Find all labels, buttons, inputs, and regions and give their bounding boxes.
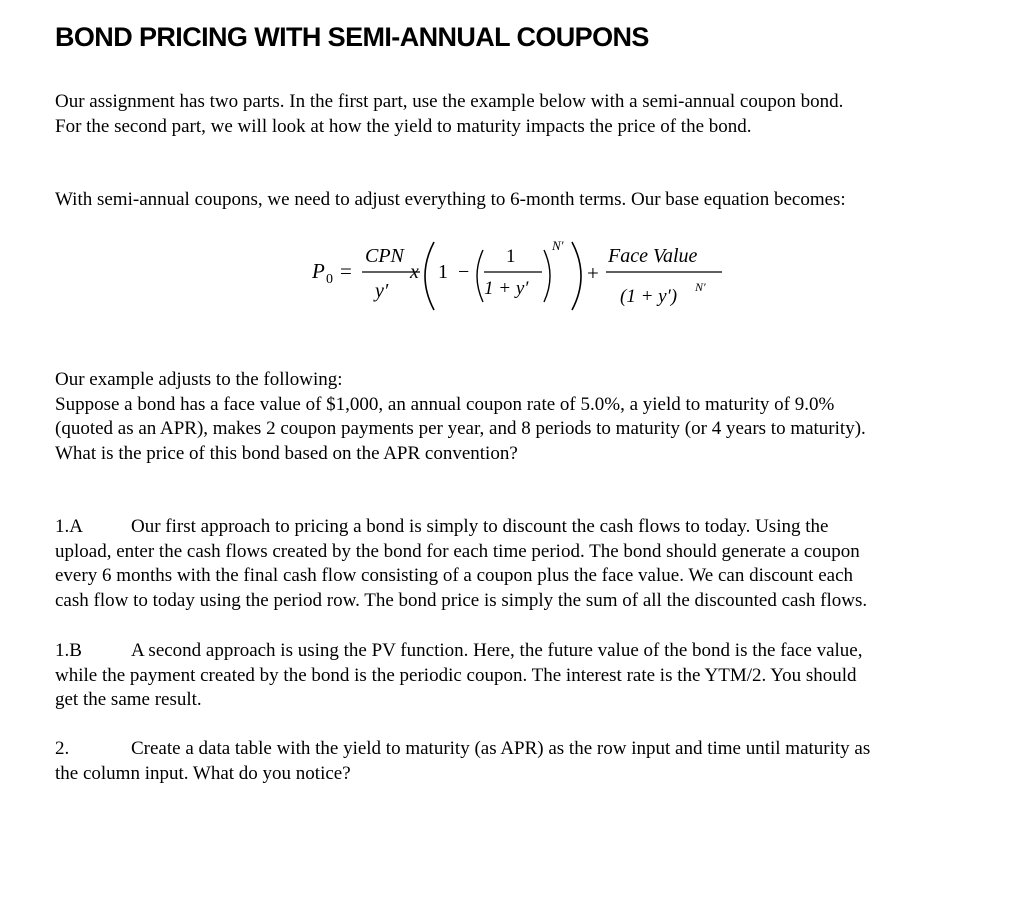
example-line: What is the price of this bond based on the APR convention?	[55, 442, 518, 464]
eq-equals: =	[340, 259, 352, 283]
example-line: Suppose a bond has a face value of $1,000, an annual coupon rate of 5.0%, a yield to maturity of 9.0%	[55, 393, 835, 415]
eq-cpn: CPN	[365, 245, 404, 267]
part-1a-label: 1.A	[55, 516, 83, 537]
eq-y-prime: y′	[375, 280, 389, 302]
intro-line: Our assignment has two parts. In the first part, use the example below with a semi-annual coupon bond.	[55, 91, 844, 112]
eq-times: x	[410, 261, 419, 283]
semi-annual-line: With semi-annual coupons, we need to adjust everything to 6-month terms. Our base equation becomes:	[55, 189, 846, 210]
part-1a-line: cash flow to today using the period row. The bond price is simply the sum of all the discounted cash flows.	[55, 589, 868, 611]
part-1b-paragraph	[55, 639, 985, 713]
part-1a-line: Our first approach to pricing a bond is simply to discount the cash flows to today. Using the	[131, 516, 829, 537]
page-title: BOND PRICING WITH SEMI-ANNUAL COUPONS	[55, 22, 649, 52]
part-1a-line: upload, enter the cash flows created by the bond for each time period. The bond should generate a coupon	[55, 540, 860, 562]
example-line: (quoted as an APR), makes 2 coupon payments per year, and 8 periods to maturity (or 4 years to maturity).	[55, 418, 866, 439]
eq-outer-left-paren	[425, 242, 434, 310]
eq-outer-right-paren	[572, 242, 581, 310]
part-2-paragraph	[55, 737, 985, 786]
eq-inner-left-paren	[477, 250, 483, 302]
part-2-first-line	[55, 737, 985, 762]
part-1a-line: every 6 months with the final cash flow consisting of a coupon plus the face value. We can discount each	[55, 565, 853, 586]
part-1a-first-line	[55, 515, 985, 540]
part-1b-line: get the same result.	[55, 689, 202, 710]
part-1b-line: A second approach is using the PV function. Here, the future value of the bond is the face value,	[131, 640, 863, 661]
eq-p0-sub: 0	[326, 272, 333, 287]
equation-graphic	[312, 236, 732, 316]
part-1b-line: while the payment created by the bond is the periodic coupon. The interest rate is the YTM/2. You should	[55, 664, 857, 686]
eq-face-value: Face Value	[608, 245, 698, 267]
eq-p0: P	[312, 259, 325, 283]
example-line: Our example adjusts to the following:	[55, 369, 343, 390]
part-2-line: Create a data table with the yield to maturity (as APR) as the row input and time until maturity as	[131, 738, 871, 759]
eq-frac-num: 1	[506, 246, 516, 267]
part-1b-first-line	[55, 639, 985, 664]
semi-annual-paragraph	[55, 188, 985, 213]
part-1b-label: 1.B	[55, 640, 82, 661]
eq-exponent: N′	[552, 238, 564, 253]
part-2-line: the column input. What do you notice?	[55, 762, 351, 784]
eq-one: 1	[438, 261, 448, 283]
intro-line: For the second part, we will look at how the yield to maturity impacts the price of the bond.	[55, 115, 752, 137]
eq-inner-right-paren	[544, 250, 550, 302]
bond-price-equation	[312, 236, 732, 316]
example-paragraph	[55, 368, 985, 466]
part-1a-paragraph	[55, 515, 985, 613]
eq-fv-exp: N′	[695, 280, 706, 294]
eq-frac-den: 1 + y′	[484, 278, 529, 299]
part-2-label: 2.	[55, 738, 70, 759]
eq-minus: −	[458, 261, 470, 283]
intro-paragraph	[55, 90, 985, 139]
eq-plus: +	[587, 261, 599, 285]
eq-fv-den: (1 + y′)	[620, 286, 678, 307]
